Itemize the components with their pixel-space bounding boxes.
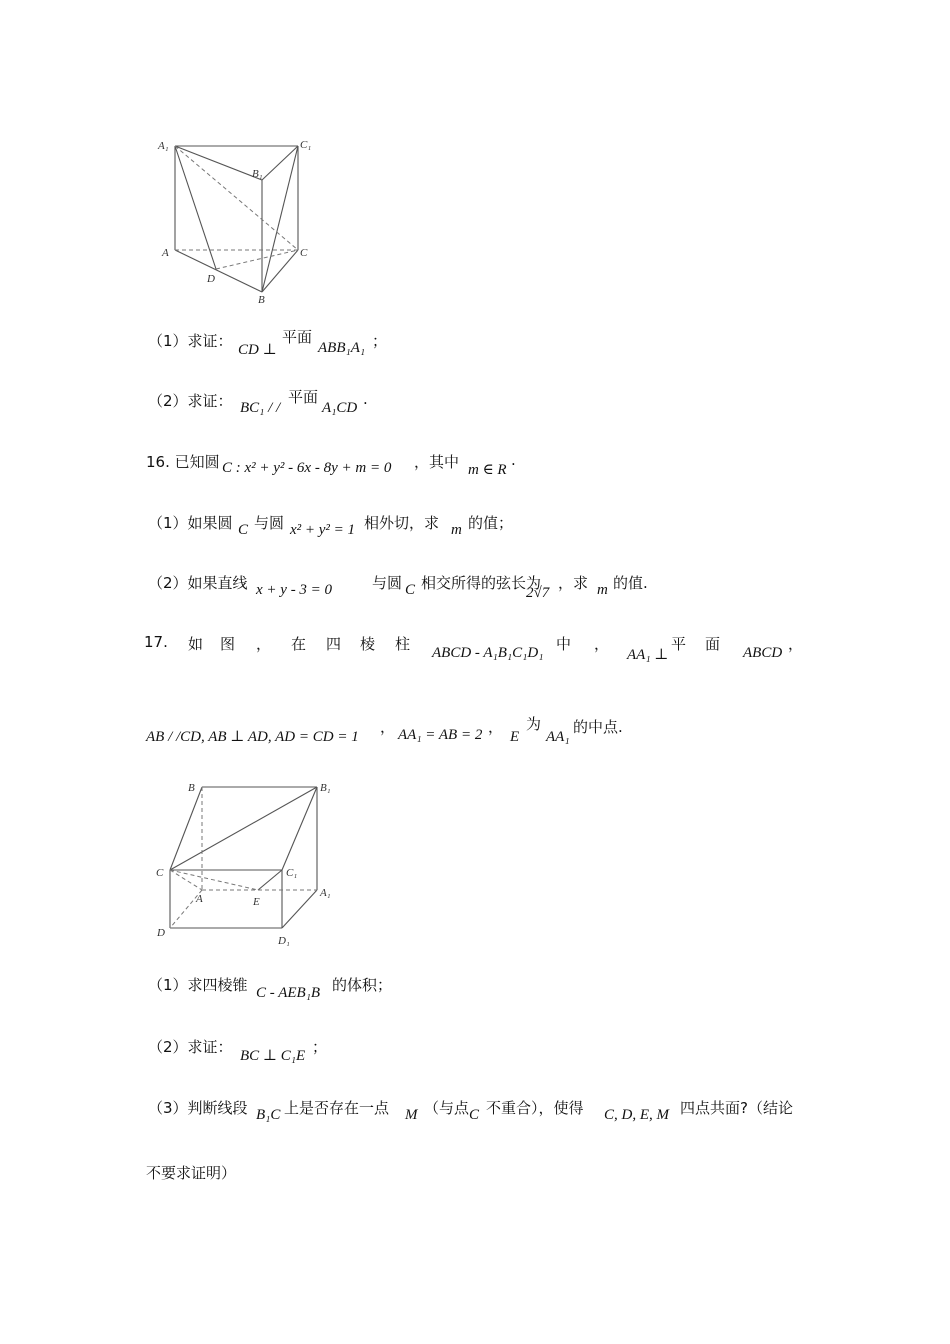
edge-a1d <box>175 146 216 269</box>
q17-w7: 柱 <box>395 635 411 653</box>
label-a1: A₁ <box>158 140 169 152</box>
quad-prism-figure <box>150 772 340 950</box>
q17-w8: 中 <box>556 635 572 653</box>
label-e: E <box>253 896 260 908</box>
q17-p3-cont: 不要求证明） <box>146 1164 237 1182</box>
label-b1: B₁ <box>252 168 263 180</box>
q17-c-m1: AB / /CD, AB ⊥ AD, AD = CD = 1 <box>146 729 359 745</box>
q17-p2-num: （2）求证： <box>148 1038 233 1056</box>
edge-b1c1 <box>282 787 317 870</box>
label-d: D <box>157 927 165 939</box>
q17-c-t4: 的中点. <box>573 718 623 736</box>
prism-figure <box>150 132 330 307</box>
q16-t1: ，其中 <box>414 453 460 471</box>
q15-p1-end: ； <box>372 332 388 350</box>
q15-p2-word: 平面 <box>288 388 319 406</box>
q17-p3-t3: 不重合），使得 <box>486 1099 584 1117</box>
edge-ce-hidden <box>170 870 258 890</box>
q15-p2-num: （2）求证： <box>148 392 233 410</box>
edge-c1b1 <box>262 146 298 180</box>
label-c: C <box>300 247 308 259</box>
q17-w1: 如 <box>188 635 204 653</box>
q17-c-m2: AA₁ = AB = 2 <box>398 727 483 743</box>
q17-p3-m2: M <box>405 1107 418 1123</box>
label-c1: C₁ <box>286 867 298 879</box>
q17-p3-t2: （与点 <box>424 1099 470 1117</box>
q16-p1-m3: m <box>451 522 462 538</box>
q15-p2-math1: BC₁ / / <box>240 400 281 416</box>
q16-num: 16. 已知圆 <box>146 453 220 471</box>
q16-p2-t2: 相交所得的弦长为 <box>421 574 542 592</box>
edge-dc-hidden <box>216 250 298 269</box>
q17-p3-m3: C <box>469 1107 480 1123</box>
q17-c-m3: E <box>510 729 520 745</box>
label-a: A <box>162 247 169 259</box>
q17-prism: ABCD - A₁B₁C₁D₁ <box>432 645 544 661</box>
q16-end: . <box>511 451 516 469</box>
q17-p3-m4: C, D, E, M <box>604 1107 669 1123</box>
q16-circle-eq: C : x² + y² - 6x - 8y + m = 0 <box>222 460 392 476</box>
q17-w10: 平 <box>671 635 687 653</box>
label-b: B <box>188 782 195 794</box>
edge-d1a1 <box>282 890 317 928</box>
q16-p1-t3: 的值； <box>468 514 514 532</box>
q17-abcd: ABCD <box>743 645 783 661</box>
edge-cb1 <box>170 787 317 870</box>
q16-p2-t4: 的值. <box>613 574 648 592</box>
q15-p1-math1: CD ⊥ <box>238 342 277 358</box>
q17-p3-num: （3）判断线段 <box>148 1099 248 1117</box>
q16-p1-t1: 与圆 <box>254 514 285 532</box>
q15-p1-num: （1）求证： <box>148 332 233 350</box>
q17-c-t2: ， <box>488 718 504 736</box>
q16-p2-m3: 2√7 <box>526 585 550 601</box>
q16-p2-m4: m <box>597 582 608 598</box>
label-b: B <box>258 294 265 306</box>
q17-w12: ， <box>788 635 804 653</box>
q17-w5: 四 <box>326 635 342 653</box>
q17-p3-t4: 四点共面?（结论 <box>680 1099 793 1117</box>
q16-p1-m1: C <box>238 522 249 538</box>
q16-p2-t1: 与圆 <box>372 574 403 592</box>
edge-c1b <box>262 146 298 292</box>
q16-p1-num: （1）如果圆 <box>148 514 233 532</box>
label-d1: D₁ <box>278 935 290 947</box>
q17-p1-m1: C - AEB₁B <box>256 985 321 1001</box>
q17-num: 17. <box>144 633 168 651</box>
edge-a1b1 <box>175 146 262 180</box>
q17-w6: 棱 <box>360 635 376 653</box>
q16-p1-m2: x² + y² = 1 <box>290 522 356 538</box>
edge-a1c-hidden <box>175 146 298 250</box>
q17-aa1-perp: AA₁ ⊥ <box>627 647 669 663</box>
q15-p2-math2: A₁CD <box>322 400 358 416</box>
q15-p1-word: 平面 <box>282 328 313 346</box>
q17-c-m4: AA₁ <box>546 729 570 745</box>
q15-p2-end: . <box>363 390 368 408</box>
label-a1: A₁ <box>320 887 331 899</box>
q17-p2-end: ； <box>312 1038 328 1056</box>
q17-c-t1: ， <box>380 718 396 736</box>
edge-ca-hidden <box>170 870 202 890</box>
q17-c-t3: 为 <box>526 715 542 733</box>
q17-p2-m1: BC ⊥ C₁E <box>240 1048 306 1064</box>
edge-cb <box>170 787 202 870</box>
label-b1: B₁ <box>320 782 331 794</box>
q16-p2-t3: ，求 <box>558 574 589 592</box>
q17-p3-t1: 上是否存在一点 <box>284 1099 390 1117</box>
label-d: D <box>207 273 215 285</box>
q17-p1-num: （1）求四棱锥 <box>148 976 248 994</box>
label-c1: C₁ <box>300 139 312 151</box>
q16-p2-num: （2）如果直线 <box>148 574 248 592</box>
q17-w2: 图 <box>220 635 236 653</box>
label-c: C <box>156 867 164 879</box>
label-a: A <box>196 893 203 905</box>
q17-w11: 面 <box>705 635 721 653</box>
q17-p3-m1: B₁C <box>256 1107 281 1123</box>
q16-p1-t2: 相外切，求 <box>364 514 440 532</box>
q16-p2-m2: C <box>405 582 416 598</box>
q17-w4: 在 <box>291 635 307 653</box>
q17-w9: ， <box>594 635 610 653</box>
edge-c1e <box>258 870 282 890</box>
q15-p1-math2: ABB₁A₁ <box>318 340 366 356</box>
q17-p1-t1: 的体积； <box>332 976 393 994</box>
q16-m-in-r: m ∈ R <box>468 462 507 478</box>
q16-p2-m1: x + y - 3 = 0 <box>256 582 333 598</box>
q17-w3: ， <box>256 635 272 653</box>
edge-ab <box>175 250 262 292</box>
